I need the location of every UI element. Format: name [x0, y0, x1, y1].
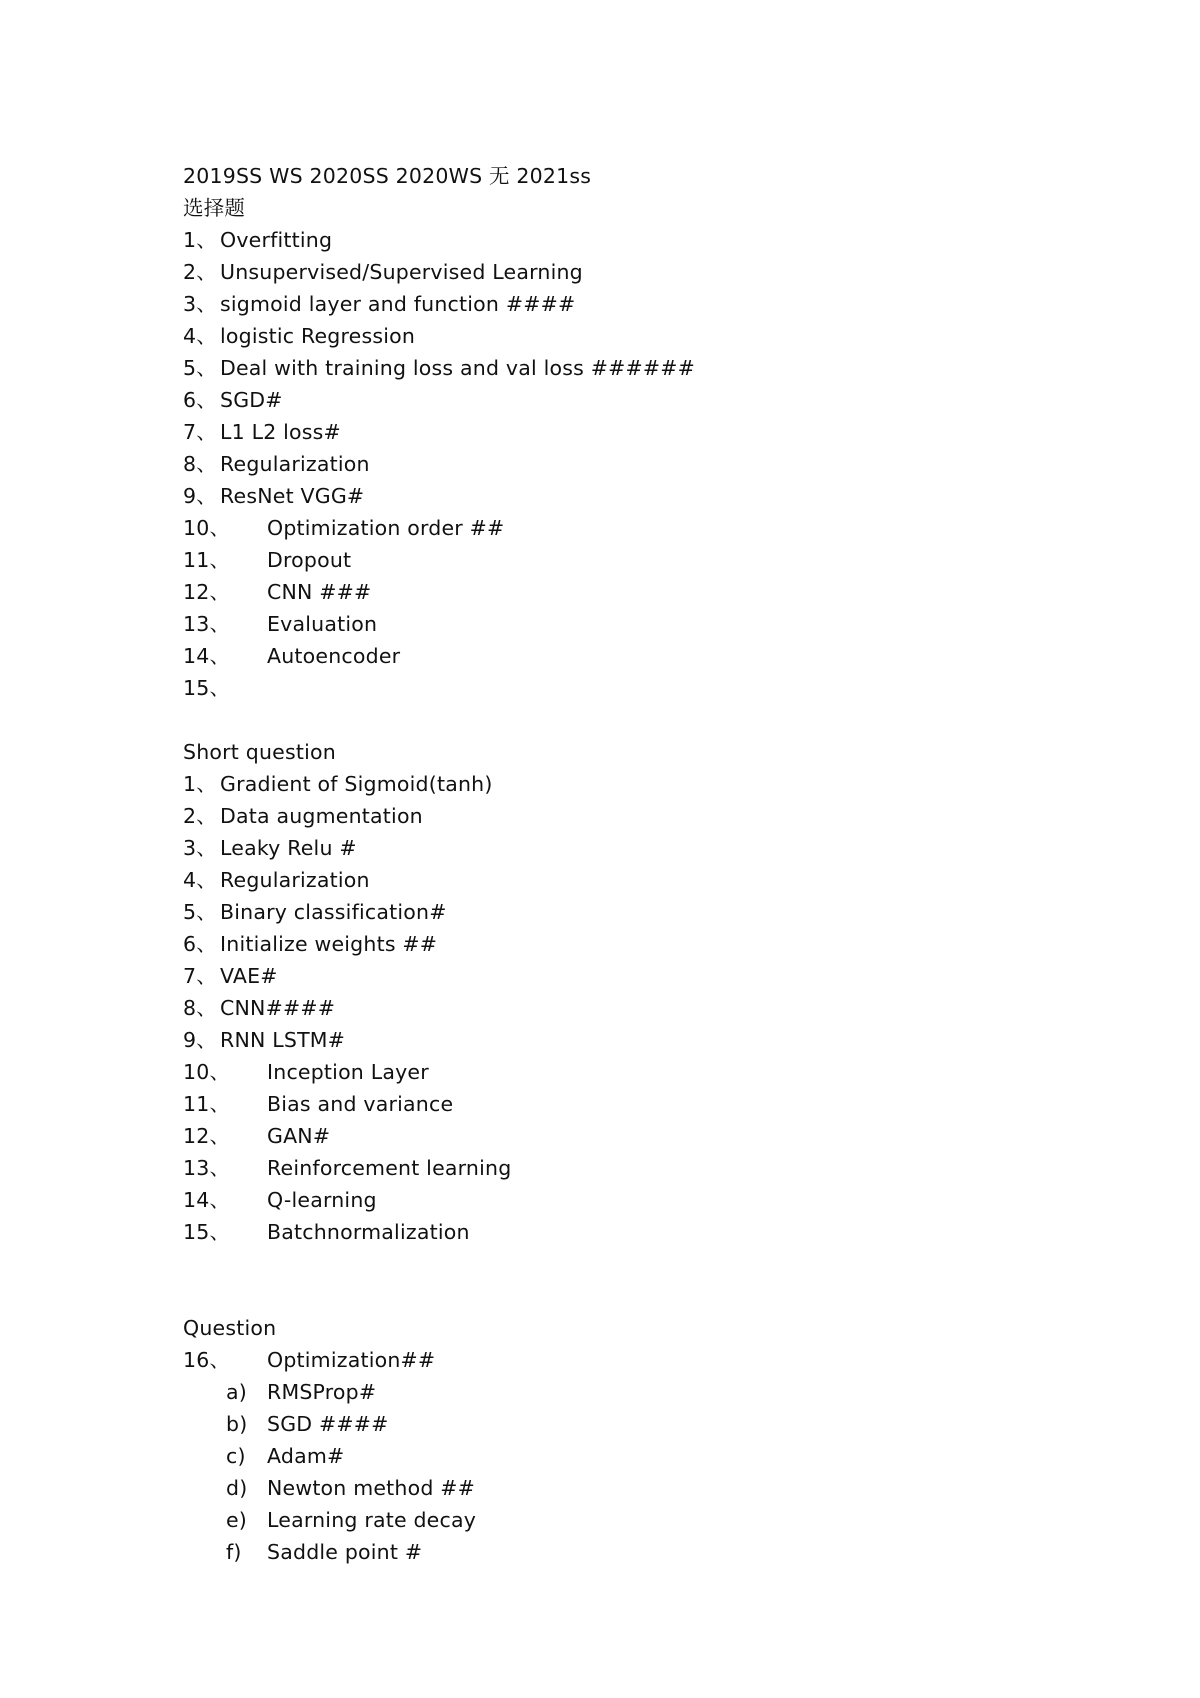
item-number: 14、 [183, 644, 231, 668]
spacer [183, 1248, 1083, 1280]
item-number: 9、 [183, 484, 217, 508]
item-number: 11、 [183, 1092, 231, 1116]
item-number: 16、 [183, 1348, 231, 1372]
item-text: CNN ### [267, 580, 372, 604]
item-number: 13、 [183, 1156, 231, 1180]
item-number: 15、 [183, 676, 231, 700]
item-text: Deal with training loss and val loss ###### [220, 356, 695, 380]
short-question-item [183, 1152, 1083, 1184]
mc-item [183, 224, 1083, 256]
mc-item [183, 672, 1083, 704]
mc-item [183, 320, 1083, 352]
item-number: 5、 [183, 356, 217, 380]
mc-item [183, 384, 1083, 416]
item-text: SGD# [220, 388, 283, 412]
item-text: Q-learning [267, 1188, 377, 1212]
short-question-item [183, 1088, 1083, 1120]
header-line: 2019SS WS 2020SS 2020WS 无 2021ss [183, 164, 592, 188]
short-question-item [183, 1184, 1083, 1216]
document-content [183, 160, 1083, 1568]
mc-item [183, 352, 1083, 384]
short-question-list [183, 768, 1083, 1248]
mc-item [183, 416, 1083, 448]
item-text: sigmoid layer and function #### [220, 292, 576, 316]
item-text: RNN LSTM# [220, 1028, 346, 1052]
item-number: 12、 [183, 1124, 231, 1148]
item-number: 1、 [183, 228, 217, 252]
subitem-letter: d) [226, 1476, 248, 1500]
item-number: 6、 [183, 388, 217, 412]
mc-item [183, 608, 1083, 640]
item-text: L1 L2 loss# [220, 420, 341, 444]
short-question-item [183, 800, 1083, 832]
mc-item [183, 256, 1083, 288]
item-number: 8、 [183, 996, 217, 1020]
question-item [183, 1344, 1083, 1376]
item-number: 13、 [183, 612, 231, 636]
short-question-item [183, 832, 1083, 864]
item-text: Gradient of Sigmoid(tanh) [220, 772, 493, 796]
item-number: 14、 [183, 1188, 231, 1212]
mc-item [183, 544, 1083, 576]
subitem-text: RMSProp# [267, 1380, 377, 1404]
item-number: 15、 [183, 1220, 231, 1244]
item-text: Evaluation [267, 612, 378, 636]
mc-item [183, 480, 1083, 512]
subitem-text: Saddle point # [267, 1540, 423, 1564]
short-question-item [183, 896, 1083, 928]
short-question-item [183, 960, 1083, 992]
short-heading: Short question [183, 740, 336, 764]
item-text: Bias and variance [267, 1092, 454, 1116]
item-number: 12、 [183, 580, 231, 604]
short-question-item [183, 864, 1083, 896]
item-text: ResNet VGG# [220, 484, 365, 508]
item-text: Binary classification# [220, 900, 447, 924]
item-text: Inception Layer [267, 1060, 429, 1084]
spacer [183, 1280, 1083, 1312]
question-subitem [183, 1440, 1083, 1472]
short-question-item [183, 1216, 1083, 1248]
question-subitem [183, 1408, 1083, 1440]
item-text: Optimization## [267, 1348, 436, 1372]
spacer [183, 704, 1083, 736]
question-subitem [183, 1472, 1083, 1504]
question-subitem [183, 1536, 1083, 1568]
item-number: 3、 [183, 292, 217, 316]
item-number: 9、 [183, 1028, 217, 1052]
item-number: 10、 [183, 1060, 231, 1084]
mc-list [183, 224, 1083, 704]
item-number: 4、 [183, 868, 217, 892]
item-number: 6、 [183, 932, 217, 956]
item-text: Dropout [267, 548, 352, 572]
subitem-text: Adam# [267, 1444, 345, 1468]
mc-item [183, 640, 1083, 672]
short-question-item [183, 992, 1083, 1024]
item-text: Initialize weights ## [220, 932, 438, 956]
mc-heading: 选择题 [183, 196, 246, 220]
item-number: 8、 [183, 452, 217, 476]
item-number: 1、 [183, 772, 217, 796]
question-subitem [183, 1376, 1083, 1408]
mc-item [183, 576, 1083, 608]
item-text: Regularization [220, 868, 370, 892]
item-text: Reinforcement learning [267, 1156, 512, 1180]
subitem-text: Newton method ## [267, 1476, 476, 1500]
item-text: Data augmentation [220, 804, 423, 828]
item-text: Leaky Relu # [220, 836, 357, 860]
item-number: 7、 [183, 420, 217, 444]
question-list [183, 1344, 1083, 1568]
item-text: Batchnormalization [267, 1220, 470, 1244]
subitem-text: Learning rate decay [267, 1508, 477, 1532]
item-number: 3、 [183, 836, 217, 860]
short-question-item [183, 1056, 1083, 1088]
item-text: Autoencoder [267, 644, 401, 668]
subitem-letter: f) [226, 1540, 242, 1564]
short-question-item [183, 1024, 1083, 1056]
item-number: 5、 [183, 900, 217, 924]
item-text: Regularization [220, 452, 370, 476]
subitem-text: SGD #### [267, 1412, 389, 1436]
item-text: logistic Regression [220, 324, 416, 348]
item-number: 7、 [183, 964, 217, 988]
short-question-item [183, 1120, 1083, 1152]
item-number: 4、 [183, 324, 217, 348]
subitem-letter: e) [226, 1508, 248, 1532]
subitem-letter: c) [226, 1444, 246, 1468]
item-number: 2、 [183, 804, 217, 828]
subitem-letter: a) [226, 1380, 247, 1404]
item-text: Overfitting [220, 228, 333, 252]
item-text: Unsupervised/Supervised Learning [220, 260, 583, 284]
question-heading: Question [183, 1316, 277, 1340]
short-question-item [183, 768, 1083, 800]
mc-item [183, 448, 1083, 480]
item-number: 10、 [183, 516, 231, 540]
item-text: VAE# [220, 964, 278, 988]
mc-item [183, 512, 1083, 544]
mc-item [183, 288, 1083, 320]
item-number: 11、 [183, 548, 231, 572]
item-text: CNN#### [220, 996, 336, 1020]
question-subitem [183, 1504, 1083, 1536]
subitem-letter: b) [226, 1412, 248, 1436]
item-text: Optimization order ## [267, 516, 505, 540]
short-question-item [183, 928, 1083, 960]
item-number: 2、 [183, 260, 217, 284]
item-text: GAN# [267, 1124, 331, 1148]
